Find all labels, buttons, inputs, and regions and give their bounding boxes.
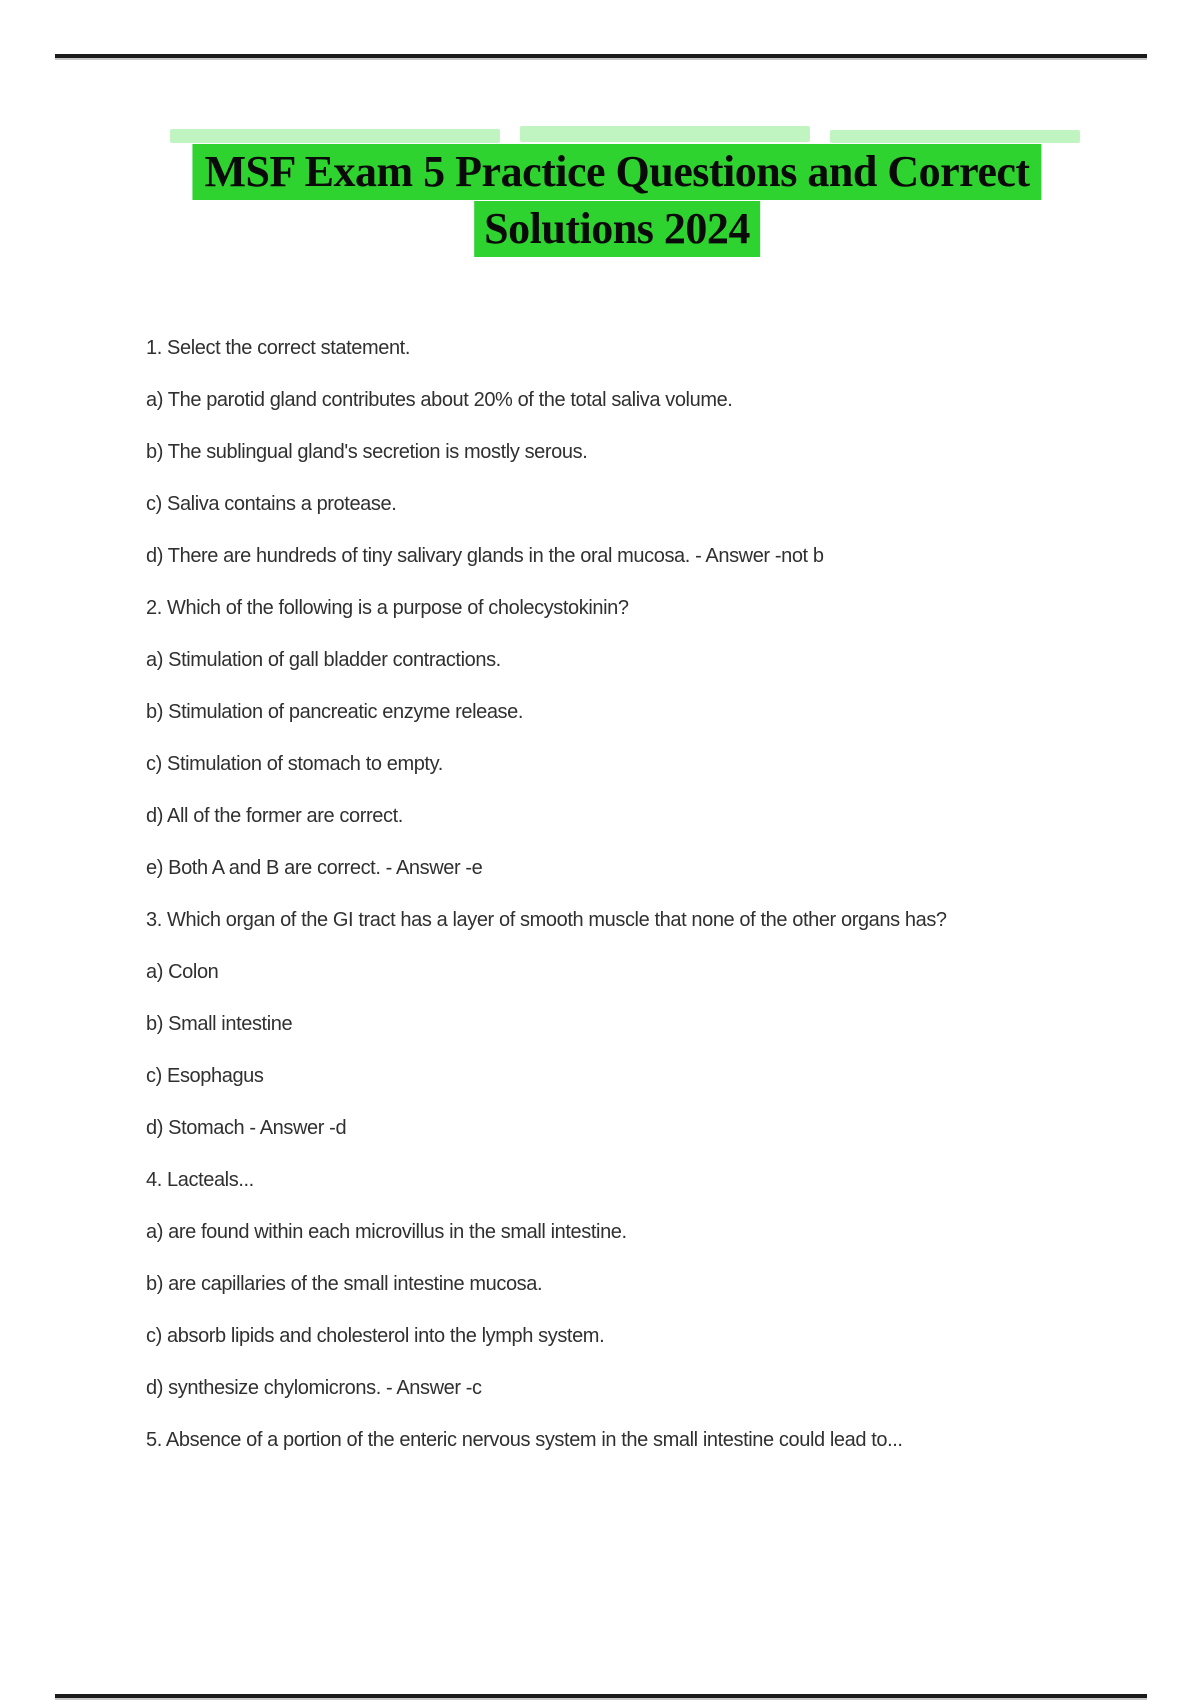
- top-horizontal-rule: [55, 54, 1147, 58]
- option-line: c) absorb lipids and cholesterol into the lymph system.: [146, 1325, 605, 1347]
- option-line: a) Stimulation of gall bladder contractions.: [146, 649, 501, 671]
- question-block: [146, 894, 1136, 1154]
- option-line: d) synthesize chylomicrons. - Answer -c: [146, 1377, 482, 1399]
- page-title-line-2: Solutions 2024: [474, 201, 760, 257]
- bottom-horizontal-rule: [55, 1694, 1147, 1698]
- question-block: [146, 322, 1136, 582]
- question-line: 1. Select the correct statement.: [146, 337, 410, 359]
- highlight-ghost-artifact: [830, 130, 1080, 143]
- question-line: 3. Which organ of the GI tract has a layer of smooth muscle that none of the other organs has?: [146, 909, 947, 931]
- option-line: d) All of the former are correct.: [146, 805, 403, 827]
- highlight-ghost-artifact: [520, 126, 810, 142]
- option-line: c) Stimulation of stomach to empty.: [146, 753, 443, 775]
- option-line: d) There are hundreds of tiny salivary glands in the oral mucosa. - Answer -not b: [146, 545, 824, 567]
- option-line: a) are found within each microvillus in the small intestine.: [146, 1221, 627, 1243]
- option-line: b) Small intestine: [146, 1013, 293, 1035]
- option-line: d) Stomach - Answer -d: [146, 1117, 347, 1139]
- question-line: 4. Lacteals...: [146, 1169, 254, 1191]
- question-block: [146, 582, 1136, 894]
- question-block: [146, 1154, 1136, 1414]
- option-line: c) Saliva contains a protease.: [146, 493, 397, 515]
- questions: [146, 322, 1136, 1466]
- page-title-line-1: MSF Exam 5 Practice Questions and Correct: [192, 144, 1041, 200]
- option-line: a) The parotid gland contributes about 20% of the total saliva volume.: [146, 389, 733, 411]
- option-line: e) Both A and B are correct. - Answer -e: [146, 857, 483, 879]
- question-line: 5. Absence of a portion of the enteric nervous system in the small intestine could lead to...: [146, 1429, 903, 1451]
- option-line: b) The sublingual gland's secretion is mostly serous.: [146, 441, 588, 463]
- option-line: a) Colon: [146, 961, 219, 983]
- option-line: b) Stimulation of pancreatic enzyme release.: [146, 701, 524, 723]
- highlight-ghost-artifact: [170, 129, 500, 143]
- option-line: b) are capillaries of the small intestine mucosa.: [146, 1273, 543, 1295]
- question-line: 2. Which of the following is a purpose of cholecystokinin?: [146, 597, 629, 619]
- option-line: c) Esophagus: [146, 1065, 264, 1087]
- question-block: [146, 1414, 1136, 1466]
